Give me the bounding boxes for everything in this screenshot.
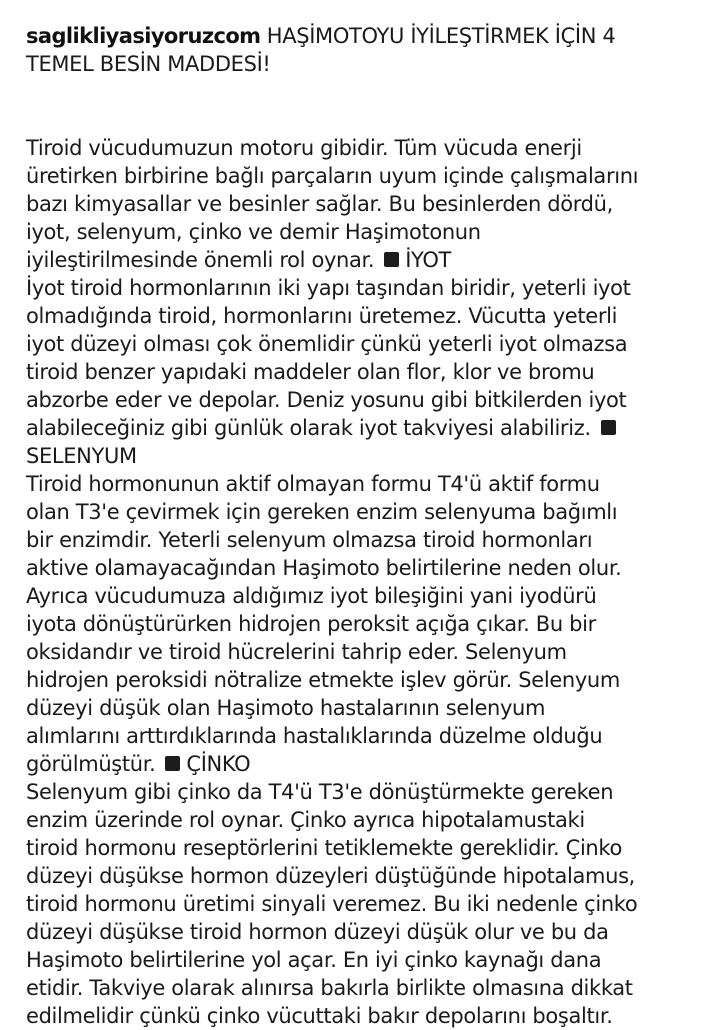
caption-line: oksidandır ve tiroid hücrelerini tahrip eder. Selenyum [26,640,567,664]
caption-line: iyota dönüştürürken hidrojen peroksit açığa çıkar. Bu bir [26,612,596,636]
black-square-icon [601,420,616,435]
caption-line: tiroid benzer yapıdaki maddeler olan flor, klor ve bromu [26,360,595,384]
caption-text: iyileştirilmesinde önemli rol oynar. [26,248,375,272]
caption-line: olmadığında tiroid, hormonlarını üretemez. Vücutta yeterli [26,304,618,328]
caption-line: Selenyum gibi çinko da T4'ü T3'e dönüştürmekte gereken [26,780,614,804]
caption-line: alımlarını arttırdıklarında hastalıklarında düzelme olduğu [26,724,603,748]
caption-line: iyot, selenyum, çinko ve demir Haşimotonun [26,220,481,244]
caption-line: Tiroid hormonunun aktif olmayan formu T4'ü aktif formu [26,472,600,496]
caption-line: düzeyi düşükse tiroid hormon düzeyi düşük olur ve bu da [26,920,609,944]
caption-text: alabileceğiniz gibi günlük olarak iyot takviyesi alabiliriz. [26,416,591,440]
caption-line-with-heading [26,750,696,778]
caption-body [26,134,696,1030]
post-title-line1: HAŞİMOTOYU İYİLEŞTİRMEK İÇİN 4 [266,24,616,48]
caption-line: olan T3'e çevirmek için gereken enzim selenyuma bağımlı [26,500,618,524]
caption-line: aktive olamayacağından Haşimoto belirtilerine neden olur. [26,556,622,580]
caption-line: Tiroid vücudumuzun motoru gibidir. Tüm vücuda enerji [26,136,582,160]
section-heading-selenyum: SELENYUM [26,444,137,468]
post-title-line2: TEMEL BESİN MADDESİ! [26,52,271,76]
caption-header [26,22,696,78]
caption-line-with-heading [26,246,696,274]
caption-line: abzorbe eder ve depolar. Deniz yosunu gibi bitkilerden iyot [26,388,627,412]
post-caption [26,22,696,1030]
username-link[interactable]: saglikliyasiyoruzcom [26,24,261,48]
caption-line: etidir. Takviye olarak alınırsa bakırla birlikte olmasına dikkat [26,976,633,1000]
caption-text: görülmüştür. [26,752,156,776]
section-heading-cinko: ÇİNKO [186,752,251,776]
caption-line: enzim üzerinde rol oynar. Çinko ayrıca hipotalamustaki [26,808,585,832]
caption-line: hidrojen peroksidi nötralize etmekte işlev görür. Selenyum [26,668,621,692]
caption-line: bazı kimyasallar ve besinler sağlar. Bu besinlerden dördü, [26,192,613,216]
black-square-icon [384,252,399,267]
caption-line: iyot düzeyi olması çok önemlidir çünkü yeterli iyot olmazsa [26,332,628,356]
caption-line: edilmelidir çünkü çinko vücuttaki bakır depolarını boşaltır. [26,1004,613,1028]
section-heading-iyot: İYOT [405,248,452,272]
caption-line: düzeyi düşükse hormon düzeyleri düştüğünde hipotalamus, [26,864,635,888]
caption-line: tiroid hormonu üretimi sinyali veremez. Bu iki nedenle çinko [26,892,638,916]
caption-line: Haşimoto belirtilerine yol açar. En iyi çinko kaynağı dana [26,948,602,972]
caption-line-with-bullet [26,414,696,442]
caption-line: üretirken birbirine bağlı parçaların uyum içinde çalışmalarını [26,164,639,188]
caption-line: bir enzimdir. Yeterli selenyum olmazsa tiroid hormonları [26,528,593,552]
caption-line: Ayrıca vücudumuza aldığımız iyot bileşiğini yani iyodürü [26,584,597,608]
caption-line: tiroid hormonu reseptörlerini tetiklemekte gereklidir. Çinko [26,836,622,860]
caption-line: İyot tiroid hormonlarının iki yapı taşından biridir, yeterli iyot [26,276,631,300]
caption-line: düzeyi düşük olan Haşimoto hastalarının selenyum [26,696,546,720]
black-square-icon [165,756,180,771]
